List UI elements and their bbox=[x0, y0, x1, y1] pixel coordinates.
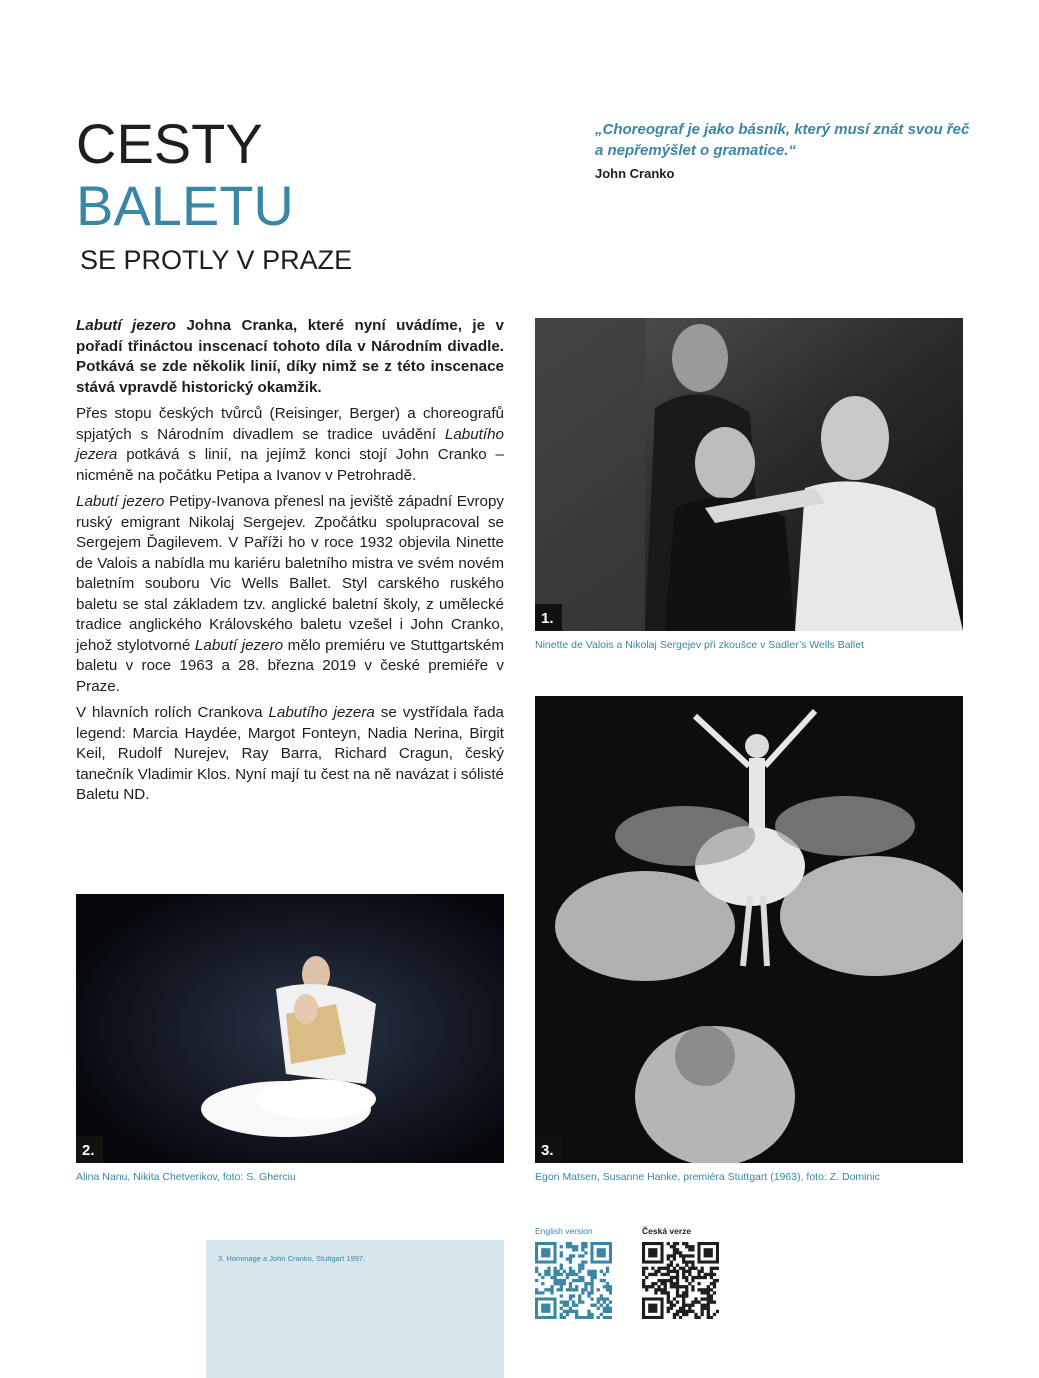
article-body bbox=[76, 316, 504, 812]
p1-italic: Labutího jezera bbox=[76, 425, 504, 463]
photo-pas-de-deux bbox=[76, 894, 504, 1163]
page-title-line2: BALETU bbox=[76, 174, 294, 237]
p3-italic: Labutího jezera bbox=[268, 704, 375, 721]
photo-rehearsal-image bbox=[535, 318, 963, 631]
quote-author: John Cranko bbox=[595, 166, 675, 181]
lead-rest: Johna Cranka, které nyní uvádíme, je v pořadí třináctou inscenací tohoto díla v Národním divadle. Potkává se zde několik linií, díky nimž se z této inscenace stává vpravdě historický okamžik. bbox=[76, 317, 504, 396]
photo-caption-1: Ninette de Valois a Nikolaj Sergejev při zkoušce v Sadler’s Wells Ballet bbox=[535, 639, 864, 651]
p3-text-a: V hlavních rolích Crankova bbox=[76, 704, 269, 721]
paragraph-3 bbox=[76, 703, 504, 806]
p3-text-b: se vystřídala řada legend: Marcia Haydée, Margot Fonteyn, Nadia Nerina, Birgit Keil, Rudolf Nurejev, Ray Barra, Richard Cragun, český tanečník Vladimir Klos. Nyní mají tu čest na ně navázat i sólisté Baletu ND. bbox=[76, 704, 504, 803]
paragraph-2 bbox=[76, 492, 504, 697]
page-subtitle: SE PROTLY V PRAZE bbox=[80, 245, 353, 275]
lead-italic: Labutí jezero bbox=[76, 317, 176, 334]
qr-code-english-image bbox=[535, 1242, 612, 1319]
p2-text-a: Petipy-Ivanova přenesl na jeviště západní Evropy ruský emigrant Nikolaj Sergejev. Zpočátku spolupracoval se Sergejem Ďagilevem. V Paříži ho v roce 1932 objevila Ninette de Valois a nabídla mu kariéru baletního mistra ve svém novém baletním souboru Vic Wells Ballet. Styl carského ruského baletu se stal základem tzv. anglické baletní školy, z umělecké tradice anglického Královského baletu vzešel i John Cranko, jehož stylotvorné bbox=[76, 493, 504, 654]
lead-paragraph bbox=[76, 316, 504, 398]
photo-number-2: 2. bbox=[76, 1136, 103, 1163]
qr-english-label: English version bbox=[535, 1226, 593, 1236]
references-box bbox=[206, 1240, 504, 1378]
paragraph-1 bbox=[76, 404, 504, 486]
photo-rehearsal bbox=[535, 318, 963, 631]
photo-number-3: 3. bbox=[535, 1136, 562, 1163]
photo-pas-de-deux-image bbox=[76, 894, 504, 1163]
p1-text-a: Přes stopu českých tvůrců (Reisinger, Berger) a choreografů spjatých s Národním divadlem se tradice uvádění bbox=[76, 405, 504, 443]
photo-number-1: 1. bbox=[535, 604, 562, 631]
quote-text: „Choreograf je jako básník, který musí znát svou řeč a nepřemýšlet o gramatice.“ bbox=[595, 121, 970, 159]
p2-text-b: mělo premiéru ve Stuttgartském baletu v roce 1963 a 28. března 2019 v české premiéře v Praze. bbox=[76, 636, 504, 695]
reference-item: 3. Hommage a John Cranko, Stuttgart 1997. bbox=[218, 1254, 366, 1263]
p2-italic-2: Labutí jezero bbox=[194, 636, 284, 654]
qr-code-czech[interactable] bbox=[642, 1242, 719, 1319]
qr-czech-label: Česká verze bbox=[642, 1226, 692, 1236]
qr-code-czech-image bbox=[642, 1242, 719, 1319]
photo-swan-corps bbox=[535, 696, 963, 1163]
page-title-line1: CESTY bbox=[76, 112, 263, 175]
p2-italic: Labutí jezero bbox=[76, 493, 165, 510]
p1-text-b: potkává s linií, na jejímž konci stojí John Cranko – nicméně na počátku Petipa a Ivanov v Petrohradě. bbox=[76, 446, 504, 484]
photo-caption-3: Egon Matsen, Susanne Hanke, premiéra Stuttgart (1963), foto: Z. Dominic bbox=[535, 1171, 880, 1183]
qr-code-english[interactable] bbox=[535, 1242, 612, 1319]
photo-swan-corps-image bbox=[535, 696, 963, 1163]
photo-caption-2: Alina Nanu, Nikita Chetverikov, foto: S. Gherciu bbox=[76, 1171, 296, 1183]
